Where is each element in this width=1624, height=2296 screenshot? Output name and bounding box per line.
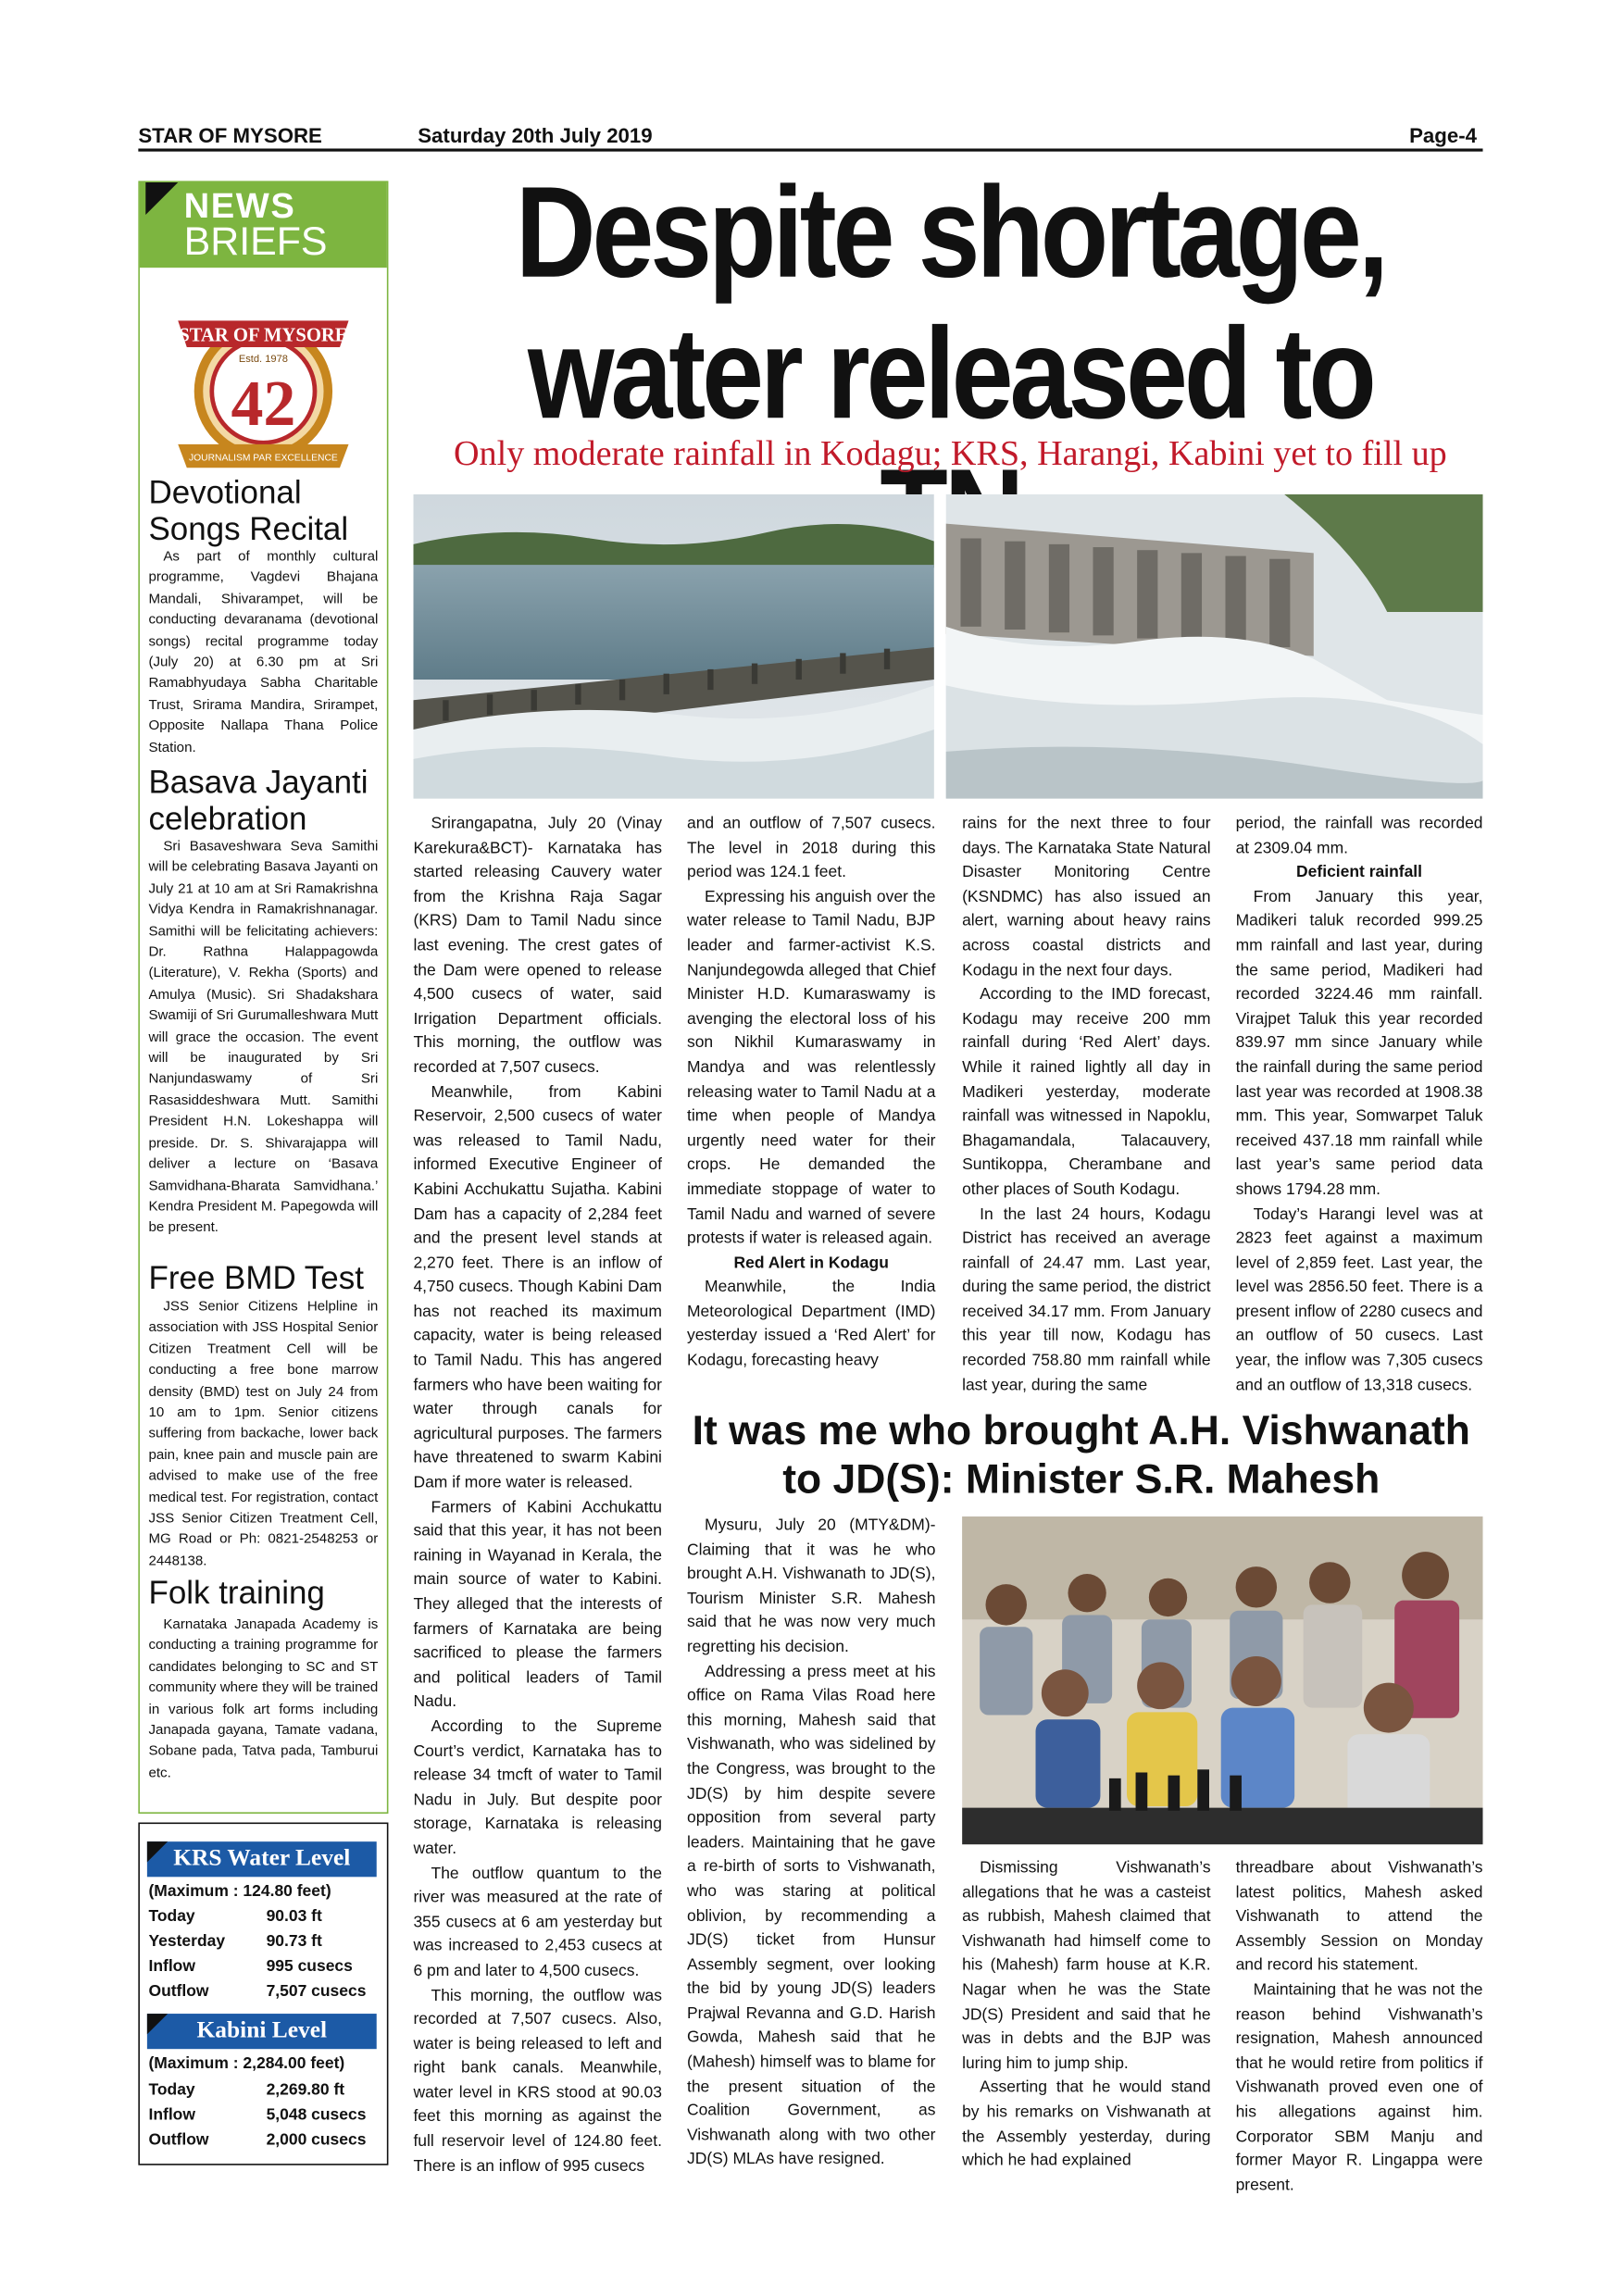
krs-max: (Maximum : 124.80 feet): [148, 1882, 331, 1901]
news-briefs-header: [140, 182, 387, 268]
star-of-mysore-42-logo: [157, 282, 369, 488]
second-column-2: Dismissing Vishwanath’s allegations that he was a casteist as rubbish, Mahesh claimed that Vishwanath had himself come to his (Mahesh) farm house at K.R. Nagar when he was the State JD(S) President and said that he was in debts and the BJP was luring him to jump ship. Asserting that he would stand by his remarks on Vishwanath at the Assembly yesterday, during which he had explained: [962, 1859, 1211, 2170]
second-column-1: Mysuru, July 20 (MTY&DM)- Claiming that it was he who brought A.H. Vishwanath to JD(S), Tourism Minister S.R. Mahesh said that he was now very much regretting his decision. Addressing a press meet at his office on Rama Vilas Road here this morning, Mahesh said that Vishwanath, who was sidelined by the Congress, was brought to the JD(S) by him despite severe opposition from several party leaders. Maintaining that he gave a re-birth of sorts to Vishwanath, who was staring at political oblivion, by recommending a JD(S) ticket from Hunsur Assembly segment, over looking the bid by young JD(S) leaders Prajwal Revanna and G.D. Harish Gowda, Mahesh said that he (Mahesh) himself was to blame for the present situation of the Coalition Government, as Vishwanath along with two other JD(S) MLAs have resigned.: [686, 1516, 936, 2169]
page-number: Page-4: [1409, 123, 1478, 147]
brief-body-devotional: As part of monthly cultural programme, Vagdevi Bhajana Mandali, Shivarampet, will be conducting devaranama (devotional songs) recital programme today (July 20) at 6.30 pm at Sri Ramabhyudaya Sabha Charitable Trust, Srirama Mandira, Srirampet, Opposite Nallapa Thana Police Station.: [148, 548, 379, 756]
brief-title-folk: Folk training: [148, 1574, 325, 1611]
water-level-box: KRS Water Level (Maximum : 124.80 feet) Today 90.03 ft Yesterday 90.73 ft Inflow 995 cusecs Outflow 7,507 cusecs Kabini Level (Maximum : 2,284.00 feet) Today 2,269.80 ft Inflow 5,048 cusecs Outflow 2,000 cusecs: [138, 1823, 388, 2165]
kabini-level-title: Kabini Level: [147, 2014, 377, 2049]
second-column-3: threadbare about Vishwanath’s latest politics, Mahesh asked Vishwanath to attend the Assembly Session on Monday and record his statement. Maintaining that he was not the reason behind Vishwanath’s resignation, Mahesh announced that he would retire from politics if Vishwanath proved even one of his allegations against him. Corporator SBM Manju and former Mayor R. Lingappa were present.: [1235, 1859, 1483, 2195]
kabini-max: (Maximum : 2,284.00 feet): [148, 2054, 345, 2073]
news-briefs-panel: [138, 181, 388, 1814]
svg-text:STAR OF MYSORE: STAR OF MYSORE: [179, 325, 348, 346]
corner-icon: [147, 1841, 168, 1862]
news-label: NEWS: [183, 186, 296, 227]
brief-body-folk: Karnataka Janapada Academy is conducting a training programme for candidates belonging to SC and ST community where they will be trained in various folk art forms including Janapada gayana, Tamate vadana, Sobane pada, Tatva pada, Tamburui etc.: [148, 1616, 379, 1781]
dam-gates-photo: [946, 494, 1483, 799]
lead-headline: Despite shortage, water released to: [515, 158, 1385, 446]
svg-text:Estd. 1978: Estd. 1978: [238, 353, 288, 365]
lead-subhead: Only moderate rainfall in Kodagu; KRS, Harangi, Kabini yet to fill up: [453, 435, 1447, 474]
red-alert-subhead: Red Alert in Kodagu: [733, 1254, 889, 1272]
brief-body-basava: Sri Basaveshwara Seva Samithi will be celebrating Basava Jayanti on July 21 at 10 am at Sri Ramakrishna Vidya Kendra in Ramakrishnanagar. Samithi will be felicitating achievers: Dr. Rathna Halappagowda (Literature), V. Rekha (Sports) and Amulya (Music). Sri Shadakshara Swamiji of Sri Gurumalleshwara Mutt will grace the occasion. The event will be inaugurated by Sri Nanjundaswamy of Sri Rasasiddeshwara Mutt. Samithi President H.N. Lokeshappa will preside. Dr. S. Shivarajappa will deliver a lecture on ‘Basava Samvidhana-Bharata Samvidhana.’ Kendra President M. Papegowda will be present.: [148, 838, 379, 1237]
flag-corner-icon: [145, 182, 178, 215]
brief-title-basava: Basava Jayanti celebration: [148, 763, 369, 838]
brief-title-bmd: Free BMD Test: [148, 1259, 364, 1296]
lead-column-4: period, the rainfall was recorded at 2309.04 mm. Deficient rainfall From January this year, Madikeri taluk recorded 999.25 mm rainfall and last year, during the same period, Madikeri had recorded 3224.46 mm rainfall. Virajpet Taluk this year recorded 839.97 mm since January while the rainfall during the same period last year was recorded at 1908.38 mm. This year, Somwarpet Taluk received 437.18 mm rainfall while last year’s same period data shows 1794.28 mm. Today’s Harangi level was at 2823 feet against a maximum level of 2,859 feet. Last year, the level was 2856.50 feet. There is a present inflow of 2280 cusecs and an outflow of 50 cusecs. Last year, the inflow was 7,305 cusecs and an outflow of 13,318 cusecs.: [1235, 815, 1483, 1394]
deficient-rainfall-subhead: Deficient rainfall: [1296, 863, 1423, 881]
paper-name: STAR OF MYSORE: [138, 123, 322, 147]
krs-dam-photo: [413, 494, 933, 799]
issue-date: Saturday 20th July 2019: [418, 123, 653, 147]
briefs-label: BRIEFS: [183, 218, 328, 264]
second-headline: It was me who brought A.H. Vishwanath to JD(S): Minister S.R. Mahesh: [692, 1407, 1470, 1503]
lead-column-2: and an outflow of 7,507 cusecs. The level in 2018 during this period was 124.1 feet. Expressing his anguish over the water release to Tamil Nadu, BJP leader and farmer-activist K.S. Nanjundegowda alleged that Chief Minister H.D. Kumaraswamy is avenging the electoral loss of his son Nikhil Kumaraswamy in Mandya and was relentlessly releasing water to Tamil Nadu at a time when people of Mandya urgently need water for their crops. He demanded the immediate stoppage of water to Tamil Nadu and warned of severe protests if water is released again. Red Alert in Kodagu Meanwhile, the India Meteorological Department (IMD) yesterday issued a ‘Red Alert’ for Kodagu, forecasting heavy: [686, 815, 936, 1370]
brief-title-devotional: Devotional Songs Recital: [148, 473, 349, 548]
brief-body-bmd: JSS Senior Citizens Helpline in association with JSS Hospital Senior Citizen Treatment Cell will be conducting a free bone marrow density (BMD) test on July 24 from 10 am to 1pm. Senior citizens suffering from backache, lower back pain, knee pain and muscle pain are advised to make use of the free medical test. For registration, contact JSS Senior Citizen Treatment Cell, MG Road or Ph: 0821-2548253 or 2448138.: [148, 1298, 379, 1570]
header-rule: [138, 148, 1482, 150]
krs-level-title: KRS Water Level: [147, 1841, 377, 1877]
svg-text:JOURNALISM PAR EXCELLENCE: JOURNALISM PAR EXCELLENCE: [188, 453, 338, 464]
lead-column-1: Srirangapatna, July 20 (Vinay Karekura&BCT)- Karnataka has started releasing Cauvery water from the Krishna Raja Sagar (KRS) Dam to Tamil Nadu since last evening. The crest gates of the Dam were opened to release 4,500 cusecs of water, said Irrigation Department officials. This morning, the outflow was recorded at 7,507 cusecs. Meanwhile, from Kabini Reservoir, 2,500 cusecs of water was released to Tamil Nadu, informed Executive Engineer of Kabini Acchukattu Sujatha. Kabini Dam has a capacity of 2,284 feet and the present level stands at 2,270 feet. There is an inflow of 4,750 cusecs. Though Kabini Dam has not reached its maximum capacity, water is being released to Tamil Nadu. This has angered farmers who have been waiting for water through canals for agricultural purposes. The farmers have threatened to swarm Kabini Dam if more water is released. Farmers of Kabini Acchukattu said that this year, it has not been raining in Wayanad in Kerala, the main source of water to Kabini. They alleged that the interests of farmers of Karnataka are being sacrificed to please the farmers and political leaders of Tamil Nadu. According to the Supreme Court’s verdict, Karnataka has to release 34 tmcft of water to Tamil Nadu in July. But despite poor storage, Karnataka is releasing water. The outflow quantum to the river was measured at the rate of 355 cusecs at 6 am yesterday but was increased to 2,453 cusecs at 6 pm and later to 4,500 cusecs. This morning, the outflow was recorded at 7,507 cusecs. Also, water is being released to left and right bank canals. Meanwhile, water level in KRS stood at 90.03 feet this morning as against the full reservoir level of 124.80 feet. There is an inflow of 995 cusecs: [413, 815, 662, 2176]
svg-text:42: 42: [231, 368, 296, 441]
lead-column-3: rains for the next three to four days. The Karnataka State Natural Disaster Monitoring Centre (KSNDMC) has also issued an alert, warning about heavy rains across coastal districts and Kodagu in the next four days. According to the IMD forecast, Kodagu may receive 200 mm rainfall during ‘Red Alert’ days. While it rained lightly all day in Madikeri yesterday, moderate rainfall was witnessed in Napoklu, Bhagamandala, Talacauvery, Suntikoppa, Cherambane and other places of South Kodagu. In the last 24 hours, Kodagu District has received an average rainfall of 24.47 mm. Last year, during the same period, the district received 34.17 mm. From January this year till now, Kodagu has recorded 758.80 mm rainfall while last year, during the same: [962, 815, 1211, 1394]
corner-icon: [147, 2014, 168, 2034]
press-meet-photo: [962, 1516, 1482, 1844]
